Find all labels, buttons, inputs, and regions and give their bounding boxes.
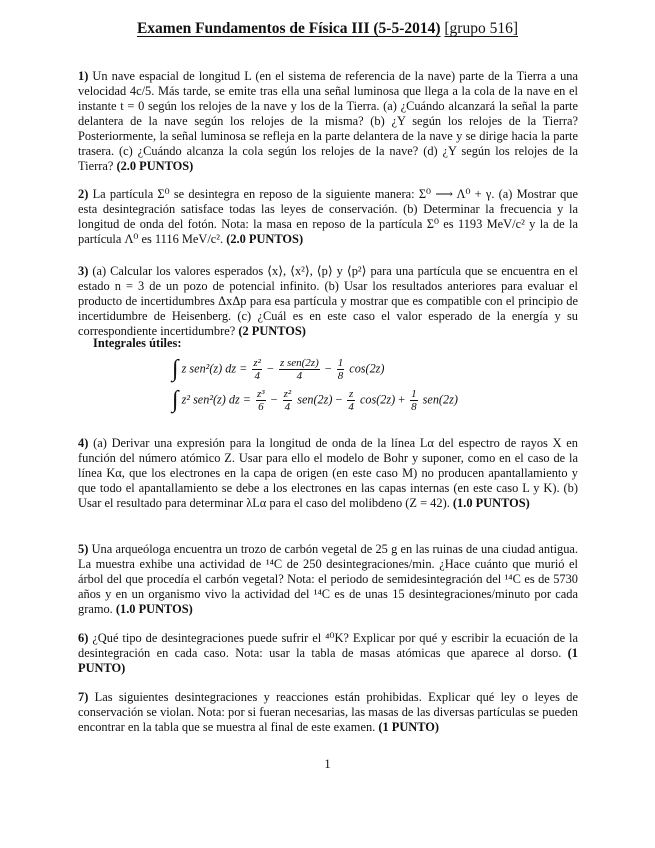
problem-points: (1 PUNTO) [378, 720, 440, 734]
integrand: z sen²(z) dz = [181, 361, 248, 376]
problem-4 [78, 436, 578, 511]
problem-number: 1) [78, 69, 89, 83]
exam-title-main: Examen Fundamentos de Física III (5-5-2014) [136, 20, 441, 37]
problem-3 [78, 264, 578, 339]
term-tail: cos(2z) [359, 392, 396, 407]
problem-text: ¿Qué tipo de desintegraciones puede sufrir el ⁴⁰K? Explicar por qué y escribir la ecuación de la desintegración en cada caso. Nota: usar la tabla de masas atómicas que aparece al dorso. [78, 631, 578, 660]
page-number: 1 [324, 757, 331, 771]
fraction: $\frac{\text{z sen(2z)}}{4}$ [279, 357, 319, 382]
problem-number: 7) [78, 690, 89, 704]
problem-text: La partícula Σ⁰ se desintegra en reposo de la siguiente manera: Σ⁰ ⟶ Λ⁰ + γ. (a) Mostrar que esta desintegración satisface todas las leyes de conservación. (b) Determinar la frecuencia y la longitud de onda del fotón. Nota: la masa en reposo de la partícula Σ⁰ es 1193 MeV/c² y la de la partícula Λ⁰ es 1116 MeV/c². [78, 187, 578, 246]
integral-sign: ∫ [172, 356, 179, 382]
problem-6 [78, 631, 578, 676]
problem-number: 6) [78, 631, 89, 645]
term-tail: cos(2z) [349, 361, 385, 376]
problem-7 [78, 690, 578, 735]
integral-sign: ∫ [172, 387, 179, 413]
useful-integrals-heading: Integrales útiles: [93, 336, 182, 350]
problem-points: (2.0 PUNTOS) [116, 159, 194, 173]
fraction: $\frac{z}{4}$ [348, 388, 354, 413]
fraction: $\frac{1}{8}$ [411, 388, 417, 413]
problem-5 [78, 542, 578, 617]
problem-number: 3) [78, 264, 89, 278]
integral-formula-2: ∫ z² sen²(z) dz = $\frac{\text{z³}}{6}$ − $\frac{\text{z²}}{4}$ sen(2z) − $\frac{z}{4}$ cos(2z) + $\frac{1}{8}$ sen(2z) [172, 387, 458, 413]
problem-text: (a) Derivar una expresión para la longitud de onda de la línea Lα del espectro de rayos X en función del número atómico Z. Usar para ello el modelo de Bohr y suponer, como en el caso de la línea Kα, que los electrones en la capa de origen (en este caso M) no producen apantallamiento y que todo el apantallamiento se debe a los electrones en las capas internas (en este caso L y K). (b) Usar el resultado para determinar λLα para el caso del molibdeno (Z = 42). [78, 436, 578, 510]
integral-formula-1: ∫ z sen²(z) dz = $\frac{\text{z²}}{4}$ − $\frac{\text{z sen(2z)}}{4}$ − $\frac{1}{8}$ cos(2z) [172, 356, 385, 382]
problem-number: 2) [78, 187, 89, 201]
term-tail: sen(2z) [297, 392, 333, 407]
fraction: $\frac{1}{8}$ [337, 357, 344, 382]
problem-number: 5) [78, 542, 89, 556]
fraction: $\frac{\text{z³}}{6}$ [257, 388, 265, 413]
problem-text: Una arqueóloga encuentra un trozo de carbón vegetal de 25 g en las ruinas de una ciudad antigua. La muestra exhibe una actividad de ¹⁴C de 250 desintegraciones/min. ¿Hace cuánto que murió el árbol del que procedía el carbón vegetal? Nota: el periodo de semidesintegración del ¹⁴C es de 5730 años y en un organismo vivo la actividad del ¹⁴C es de unas 15 desintegraciones/minuto por cada gramo. [78, 542, 578, 616]
problem-2 [78, 187, 578, 247]
problem-text: (a) Calcular los valores esperados ⟨x⟩, ⟨x²⟩, ⟨p⟩ y ⟨p²⟩ para una partícula que se encuentra en el estado n = 3 de un pozo de potencial infinito. (b) Usar los resultados anteriores para evaluar el producto de incertidumbres ΔxΔp para esa partícula y mostrar que es compatible con el principio de incertidumbre de Heisenberg. (c) ¿Cuál es en este caso el valor esperado de la energía y su correspondiente incertidumbre? [78, 264, 578, 338]
exam-title-group: [grupo 516] [444, 20, 519, 37]
fraction: $\frac{\text{z²}}{4}$ [283, 388, 292, 413]
problem-points: (2.0 PUNTOS) [226, 232, 304, 246]
problem-points: (2 PUNTOS) [238, 324, 306, 338]
fraction: $\frac{\text{z²}}{4}$ [253, 357, 261, 382]
term-tail: sen(2z) [422, 392, 458, 407]
integrand: z² sen²(z) dz = [181, 392, 251, 407]
problem-text: Un nave espacial de longitud L (en el sistema de referencia de la nave) parte de la Tierra a una velocidad 4c/5. Más tarde, se emite tras ella una señal luminosa que llega a la cola de la nave en el instante t = 0 según los relojes de la nave y los de la Tierra. (a) ¿Cuándo alcanzará la señal la parte delantera de la nave según los relojes de la misma? (b) ¿Y según los relojes de la Tierra? Posteriormente, la señal luminosa se refleja en la parte delantera de la nave y se dirige hacia la parte trasera. (c) ¿Cuándo alcanza la cola según los relojes de la nave? (d) ¿Y según los relojes de la Tierra? [78, 69, 578, 173]
problem-text: Las siguientes desintegraciones y reacciones están prohibidas. Explicar qué ley o leyes de conservación se violan. Nota: por si fueran necesarias, las masas de las diversas partículas se pueden encontrar en la tabla que se muestra al final de este examen. [78, 690, 578, 734]
problem-points: (1.0 PUNTOS) [115, 602, 193, 616]
problem-points: (1 PUNTO) [78, 646, 578, 675]
problem-1 [78, 69, 578, 174]
problem-points: (1.0 PUNTOS) [452, 496, 530, 510]
exam-title [0, 20, 655, 38]
problem-number: 4) [78, 436, 89, 450]
